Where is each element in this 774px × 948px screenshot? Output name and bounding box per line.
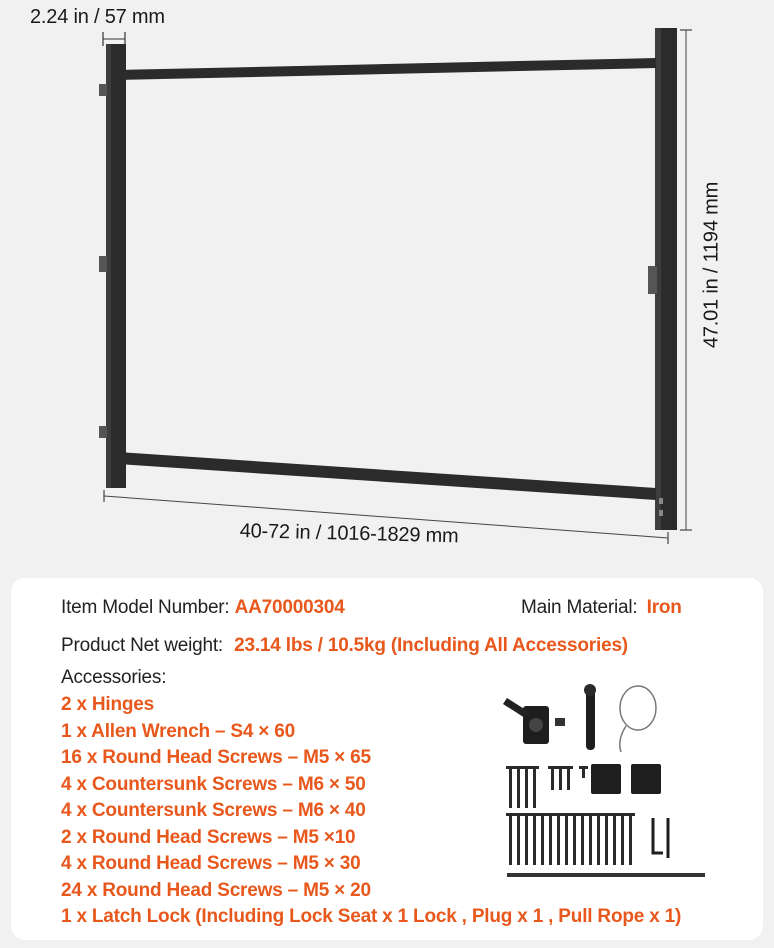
gate-width-dimension: 40-72 in / 1016-1829 mm <box>239 520 459 548</box>
hinge-bottom <box>99 426 107 438</box>
accessories-label: Accessories: <box>61 667 167 688</box>
accessory-item: 4 x Round Head Screws – M5 × 30 <box>61 853 361 874</box>
model-number-value: AA70000304 <box>234 597 345 618</box>
latch-plug-icon <box>584 684 596 750</box>
material-value: Iron <box>646 597 682 618</box>
material-label: Main Material: <box>521 597 638 618</box>
accessory-item: 2 x Round Head Screws – M5 ×10 <box>61 827 356 848</box>
gate-height-dimension: 47.01 in / 1194 mm <box>700 181 723 349</box>
bottom-rail <box>118 452 656 500</box>
weight-row <box>61 635 628 657</box>
top-rail <box>118 58 656 80</box>
allen-wrench-icon <box>653 818 668 858</box>
accessory-item: 1 x Latch Lock (Including Lock Seat x 1 Lock , Plug x 1 , Pull Rope x 1) <box>61 906 682 927</box>
accessories-illustration <box>493 678 718 888</box>
hinges-icon <box>591 764 661 794</box>
latch-lock-icon <box>503 698 565 744</box>
post-width-dimension: 2.24 in / 57 mm <box>30 6 165 28</box>
accessory-item: 1 x Allen Wrench – S4 × 60 <box>61 721 295 742</box>
accessory-item: 2 x Hinges <box>61 694 155 715</box>
accessory-item: 4 x Countersunk Screws – M6 × 40 <box>61 800 366 821</box>
hinge-top <box>99 84 107 96</box>
model-number-row <box>61 597 345 619</box>
accessory-item: 24 x Round Head Screws – M5 × 20 <box>61 880 371 901</box>
model-number-label: Item Model Number: <box>61 597 230 618</box>
hinge-middle <box>99 256 107 272</box>
accessory-item: 4 x Countersunk Screws – M6 × 50 <box>61 774 366 795</box>
latch-plate <box>648 266 657 294</box>
weight-value: 23.14 lbs / 10.5kg (Including All Accessories) <box>234 635 628 656</box>
material-row <box>521 597 682 619</box>
weight-label: Product Net weight: <box>61 635 224 656</box>
accessory-item: 16 x Round Head Screws – M5 × 65 <box>61 747 371 768</box>
specifications-card <box>11 578 763 940</box>
pull-rope-icon <box>620 686 656 752</box>
